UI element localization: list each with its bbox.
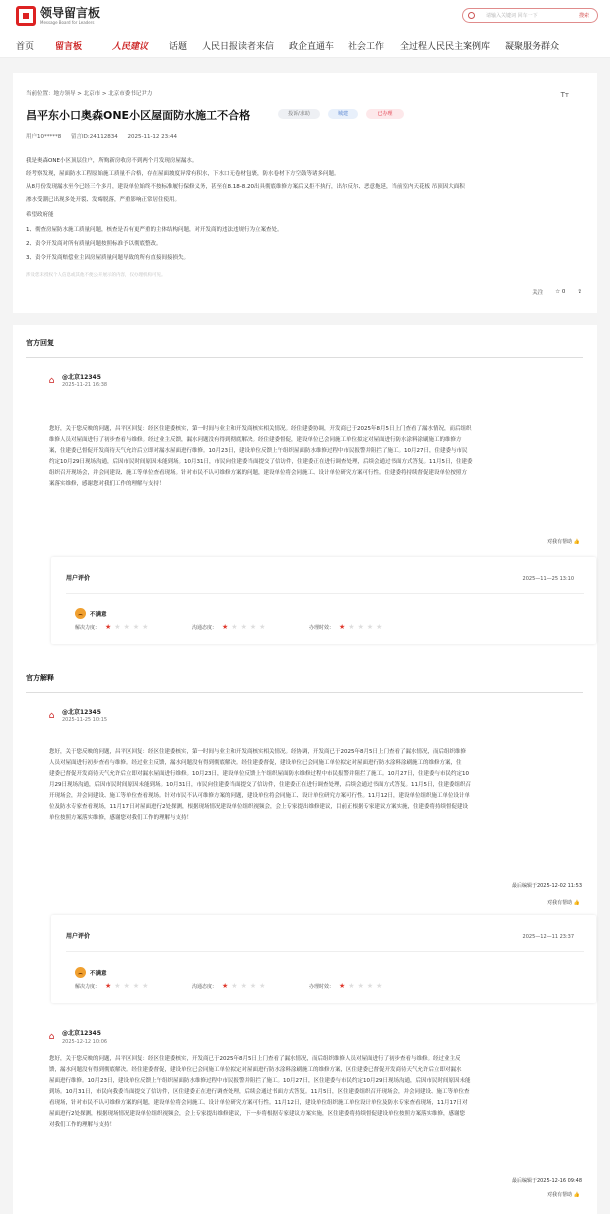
rating-timeliness xyxy=(309,623,426,631)
like-button[interactable] xyxy=(555,289,565,295)
breadcrumb: 当前位置：地方领导 > 北京市 > 北京市委书记尹力 xyxy=(26,91,153,97)
reply-line: 看现场，针对市民不认可维修方案的问题，建设单位将会同施工、设计单位研究方案可行性。11月12日，建设单位组织施工单位设计单位及防水专家查看现场，11月17日对 xyxy=(49,1100,468,1106)
reply-author: @北京12345 xyxy=(62,1030,101,1037)
search-button[interactable]: 搜索 xyxy=(578,13,589,19)
mood-indicator xyxy=(75,967,107,978)
thumbs-up-icon: 👍 xyxy=(573,900,580,906)
reply-content xyxy=(49,1054,593,1131)
helpful-button[interactable] xyxy=(547,1191,580,1198)
reply-date: 2025-11-21 16:38 xyxy=(62,382,108,388)
reply-line: 您好，关于您反映的问题，昌平区回复：经区住建委核实，开发商已于2025年8月5日上门查看了漏水情况，而后组织维修人员对屋面进行了初步查看与维修。经过业主反 xyxy=(49,1056,461,1062)
post-user: 用户10*****8 xyxy=(26,134,62,140)
reply-line: 您好，关于您反映的问题，昌平区回复：经区住建委核实，第一时间与业主和开发商核实相关情况。经协调，开发商已于2025年8月5日上门查看了漏水情况，而后组织维修 xyxy=(49,749,467,755)
search-box[interactable] xyxy=(462,8,598,23)
evaluation-title: 用户评价 xyxy=(66,575,91,582)
user-evaluation-box xyxy=(51,915,596,1003)
star-rating: ★★★★★ xyxy=(339,982,386,990)
divider xyxy=(66,951,584,952)
reply-line: 建委已督促开发商待天气允许后立即对漏水屋面进行维修。10月23日，建设单位反馈上午组织屋面防水维修过程中市民报警并阻拦了施工。10月27日，住建委与市民约定10 xyxy=(49,771,469,777)
logo-title: 领导留言板 xyxy=(40,6,101,20)
rating-timeliness xyxy=(309,982,426,990)
evaluation-date: 2025—12—11 23:37 xyxy=(522,934,574,940)
reply-content xyxy=(49,424,593,490)
main-nav xyxy=(0,32,610,58)
helpful-label: 对我有帮助 xyxy=(547,900,573,906)
post-time: 2025-11-12 23:44 xyxy=(127,134,178,140)
agency-avatar-icon: ⌂ xyxy=(48,710,55,721)
mood-label: 不满意 xyxy=(90,970,107,977)
post-card xyxy=(13,73,597,313)
star-rating: ★★★★★ xyxy=(105,982,152,990)
evaluation-date: 2025—11—25 13:10 xyxy=(522,576,574,582)
reply-line: 月29日现场沟通，后因市民时间原因未能到场。10月31日，市民向住建委当面提交了信访件，住建委正在进行调查处理，后续会通过书面方式答复。11月5日，住建委组织召 xyxy=(49,782,471,788)
helpful-label: 对我有帮助 xyxy=(547,1192,573,1198)
reply-line: 屋面进行维修。10月23日，建设单位反馈上午组织屋面防水维修过程中市民报警并阻拦了施工。10月27日，区住建委与市民约定10月29日现场沟通，后因市民时间原因未能 xyxy=(49,1078,471,1084)
rating-attitude xyxy=(192,623,309,631)
post-line: 经考察发现，屋面防水工程原始施工质量不合格，存在屋面坡度异常有积水，下水口无卷材包裹，防水卷材下方空鼓等诸多问题。 xyxy=(26,171,340,177)
reply-line: 开现场会，并会同建设、施工等单位查看现场。针对市民不认可维修方案的问题，建设单位将会同施工、设计单位研究方案可行性。11月12日，建设单位组织施工单位设计单 xyxy=(49,793,471,799)
unhappy-face-icon xyxy=(75,967,86,978)
post-line: 渗水受潮已出现多处开裂、发霉脱落，严重影响正常居住使用。 xyxy=(26,197,181,203)
status-badge: 已办理 xyxy=(366,109,404,119)
rating-label: 解决力度： xyxy=(75,983,101,990)
reply-date: 2025-12-12 10:06 xyxy=(62,1039,108,1045)
search-input[interactable]: 请输入关键词 回车一下 xyxy=(486,13,538,19)
reply-line: 人员对屋面进行初步查看与维修。经过业主反馈，漏水问题没有得到彻底解决。经住建委督促，建设单位已会同施工单位拟定对屋面进行防水涂料涂刷施工的维修方案，住 xyxy=(49,760,462,766)
helpful-button[interactable] xyxy=(547,538,580,545)
post-title: 昌平东小口奥森ONE小区屋面防水施工不合格 xyxy=(26,109,251,122)
post-line: 1、彻查房屋防水施工质量问题，核查是否有更严重的主体结构问题，对开发商的违法违规行为立案查处。 xyxy=(26,227,283,233)
nav-suggestions[interactable]: 人民建议 xyxy=(112,42,149,52)
thumbs-up-icon: 👍 xyxy=(573,539,580,545)
tag-domain: 城建 xyxy=(328,109,358,119)
post-meta xyxy=(26,132,185,140)
search-icon xyxy=(468,12,475,19)
official-explain-heading: 官方解释 xyxy=(26,674,54,682)
rating-label: 沟通态度： xyxy=(192,624,218,631)
divider xyxy=(66,593,584,594)
star-rating: ★★★★★ xyxy=(222,982,269,990)
reply-author: @北京12345 xyxy=(62,374,101,381)
last-edited: 最后编辑于2025-12-16 09:48 xyxy=(511,1178,582,1184)
reply-line: 维修人员对屋面进行了初步查看与维修。经过业主反馈，漏水问题没有得到彻底解决。经住建委督促，建设单位已会同施工单位拟定对屋面进行防水涂料涂刷施工的维修方 xyxy=(49,437,462,443)
helpful-button[interactable] xyxy=(547,899,580,906)
post-id: 留言ID:24112834 xyxy=(71,134,118,140)
rating-resolution xyxy=(75,982,192,990)
privacy-note: 涉及您未授权个人信息或其他不便公开展示的内容，仅办理机构可见。 xyxy=(26,273,166,278)
rating-label: 沟通态度： xyxy=(192,983,218,990)
thumbs-up-icon: 👍 xyxy=(573,1192,580,1198)
post-line: 希望政府能 xyxy=(26,212,54,218)
post-line: 我是奥森ONE小区顶层住户，所购新房收房不到两个月发现房屋漏水。 xyxy=(26,158,198,164)
nav-enterprise[interactable]: 政企直通车 xyxy=(289,42,335,52)
post-line: 3、责令开发商赔偿业主因房屋质量问题导致的所有直接间接损失。 xyxy=(26,255,190,261)
agency-avatar-icon: ⌂ xyxy=(48,375,55,386)
rating-row xyxy=(75,982,426,990)
reply-line: 到场。10月31日，市民向我委当面提交了信访件，区住建委正在进行调查处理，后续会通过书面方式答复。11月5日，区住建委组织召开现场会，并会同建设、施工等单位查 xyxy=(49,1089,470,1095)
reply-line: 您好，关于您反映的问题，昌平区回复：经区住建委核实，第一时间与业主和开发商核实相关情况。经住建委协调，开发商已于2025年8月5日上门查看了漏水情况，而后组织 xyxy=(49,426,472,432)
nav-message-board[interactable]: 留言板 xyxy=(55,42,83,52)
star-rating: ★★★★★ xyxy=(105,623,152,631)
post-line: 从8月份发现漏水至今已经三个多月，建设单位始终不按标准履行保修义务，甚至在8.18-8.20出具彻底维修方案后又拒不执行，出尔反尔、恶意拖延，当前室内天花板 吊顶因大面积 xyxy=(26,184,465,190)
star-rating: ★★★★★ xyxy=(222,623,269,631)
star-icon: ☆ xyxy=(555,289,561,295)
share-icon[interactable]: ⇪ xyxy=(577,289,582,295)
reply-line: 位及防水专家查看现场，11月17日对屋面进行2处探测，根据现场情况建设单位组织视频会，会上专家提出维修建议，目前正根据专家建议方案实施，住建委将持续督促建设 xyxy=(49,804,469,810)
reply-line: 单位按照方案落实维修，感谢您对我们工作的理解与支持！ xyxy=(49,815,193,821)
logo-subtitle: Message Board for Leaders xyxy=(40,20,95,25)
rating-row xyxy=(75,623,426,631)
rating-attitude xyxy=(192,982,309,990)
reply-line: 案落实维修，感谢您对我们工作的理解与支持！ xyxy=(49,481,165,487)
star-rating: ★★★★★ xyxy=(339,623,386,631)
reply-author: @北京12345 xyxy=(62,709,101,716)
site-logo[interactable] xyxy=(16,6,100,26)
mood-label: 不满意 xyxy=(90,611,107,618)
post-actions xyxy=(532,288,582,296)
nav-social-work[interactable]: 社会工作 xyxy=(348,42,385,52)
divider xyxy=(26,692,583,693)
reply-line: 屋面进行2处探测，根据现场情况建设单位组织视频会，会上专家提出维修建议，下一步将根据专家建议方案实施，区住建委将持续督促建设单位按照方案落实维修，感谢您 xyxy=(49,1111,466,1117)
reply-line: 对我们工作的理解与支持！ xyxy=(49,1122,116,1128)
agency-avatar-icon: ⌂ xyxy=(48,1031,55,1042)
reply-line: 馈，漏水问题没有得到彻底解决。经住建委督促，建设单位已会同施工单位拟定对屋面进行防水涂料涂刷施工的维修方案，区住建委已督促开发商待天气允许后立即对漏水 xyxy=(49,1067,462,1073)
reply-content xyxy=(49,747,593,824)
unhappy-face-icon xyxy=(75,608,86,619)
tag-category: 投诉/求助 xyxy=(278,109,320,119)
nav-readers-letters[interactable]: 人民日报读者来信 xyxy=(202,42,275,52)
reply-line: 约定10月29日现场沟通，后因市民时间原因未能到场。10月31日，市民向住建委当面提交了信访件，住建委正在进行调查处理，后续会通过书面方式答复。11月5日，住建委 xyxy=(49,459,473,465)
reply-line: 组织召开现场会，并会同建设、施工等单位查看现场。针对市民不认可维修方案的问题，建设单位将会同施工、设计单位研究方案可行性。住建委将持续督促建设单位按照方 xyxy=(49,470,468,476)
nav-home[interactable]: 首页 xyxy=(16,42,35,52)
evaluation-title: 用户评价 xyxy=(66,933,91,940)
mood-indicator xyxy=(75,608,107,619)
rating-resolution xyxy=(75,623,192,631)
user-evaluation-box xyxy=(51,557,596,644)
rating-label: 办理时效： xyxy=(309,983,335,990)
replies-card xyxy=(13,325,597,1214)
top-bar xyxy=(0,0,610,32)
official-reply-heading: 官方回复 xyxy=(26,339,54,347)
reply-date: 2025-11-25 10:15 xyxy=(62,717,108,723)
post-line: 2、责令开发商对所有质量问题按照标准予以彻底整改。 xyxy=(26,241,162,247)
font-size-toggle[interactable]: Tт xyxy=(560,91,569,99)
nav-serve-masses[interactable]: 凝聚服务群众 xyxy=(505,42,560,52)
follow-button[interactable]: 关注 xyxy=(532,290,544,296)
rating-label: 办理时效： xyxy=(309,624,335,631)
like-count: 0 xyxy=(561,289,566,295)
divider xyxy=(26,357,583,358)
logo-icon xyxy=(16,6,36,26)
nav-topics[interactable]: 话题 xyxy=(169,42,188,52)
helpful-label: 对我有帮助 xyxy=(547,539,573,545)
nav-democracy-cases[interactable]: 全过程人民民主案例库 xyxy=(400,42,491,52)
reply-line: 案，住建委已督促开发商待天气允许后立即对漏水屋面进行维修。10月23日，建设单位反馈上午组织屋面防水维修过程中市民报警并阻拦了施工。10月27日，住建委与市民 xyxy=(49,448,468,454)
last-edited: 最后编辑于2025-12-02 11:53 xyxy=(511,883,582,889)
rating-label: 解决力度： xyxy=(75,624,101,631)
